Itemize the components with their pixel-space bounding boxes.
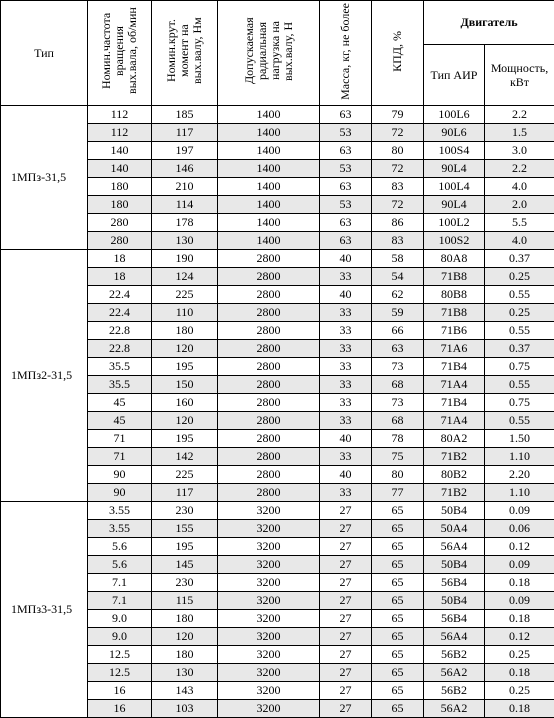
table-row xyxy=(1,502,554,520)
cell-efficiency: 58 xyxy=(372,250,424,268)
cell-efficiency: 75 xyxy=(372,448,424,466)
cell-mass: 40 xyxy=(320,250,372,268)
cell-torque: 145 xyxy=(152,556,218,574)
cell-mass: 33 xyxy=(320,304,372,322)
cell-motor-type: 56В2 xyxy=(424,646,485,664)
cell-motor-type: 100L2 xyxy=(424,214,485,232)
cell-motor-power: 0.09 xyxy=(485,502,554,520)
cell-radial-load: 2800 xyxy=(218,268,320,286)
cell-torque: 142 xyxy=(152,448,218,466)
cell-speed: 112 xyxy=(88,106,152,124)
cell-torque: 195 xyxy=(152,430,218,448)
cell-efficiency: 73 xyxy=(372,394,424,412)
cell-radial-load: 3200 xyxy=(218,538,320,556)
cell-mass: 27 xyxy=(320,556,372,574)
cell-speed: 280 xyxy=(88,232,152,250)
cell-torque: 103 xyxy=(152,700,218,718)
cell-torque: 124 xyxy=(152,268,218,286)
cell-mass: 63 xyxy=(320,232,372,250)
cell-efficiency: 72 xyxy=(372,160,424,178)
cell-motor-type: 80В8 xyxy=(424,286,485,304)
cell-mass: 53 xyxy=(320,160,372,178)
cell-speed: 16 xyxy=(88,700,152,718)
cell-radial-load: 1400 xyxy=(218,106,320,124)
cell-radial-load: 2800 xyxy=(218,430,320,448)
cell-efficiency: 65 xyxy=(372,664,424,682)
cell-motor-power: 0.12 xyxy=(485,538,554,556)
cell-speed: 9.0 xyxy=(88,628,152,646)
cell-motor-type: 50В4 xyxy=(424,592,485,610)
cell-radial-load: 2800 xyxy=(218,304,320,322)
cell-efficiency: 59 xyxy=(372,304,424,322)
cell-efficiency: 65 xyxy=(372,556,424,574)
cell-torque: 130 xyxy=(152,232,218,250)
cell-motor-type: 100L6 xyxy=(424,106,485,124)
cell-mass: 63 xyxy=(320,142,372,160)
cell-motor-power: 0.18 xyxy=(485,610,554,628)
cell-motor-power: 4.0 xyxy=(485,232,554,250)
cell-mass: 27 xyxy=(320,520,372,538)
cell-motor-type: 50В4 xyxy=(424,502,485,520)
header-speed xyxy=(88,1,152,106)
cell-motor-power: 0.37 xyxy=(485,250,554,268)
cell-motor-type: 56А4 xyxy=(424,628,485,646)
cell-mass: 33 xyxy=(320,394,372,412)
cell-motor-type: 71В4 xyxy=(424,394,485,412)
row-group-type: 1МПз3-31,5 xyxy=(1,502,88,718)
cell-mass: 33 xyxy=(320,376,372,394)
cell-torque: 178 xyxy=(152,214,218,232)
cell-radial-load: 2800 xyxy=(218,412,320,430)
cell-radial-load: 1400 xyxy=(218,142,320,160)
cell-mass: 33 xyxy=(320,268,372,286)
cell-motor-type: 56А2 xyxy=(424,700,485,718)
table-header xyxy=(1,1,554,106)
cell-motor-power: 0.06 xyxy=(485,520,554,538)
cell-speed: 35.5 xyxy=(88,358,152,376)
cell-radial-load: 2800 xyxy=(218,484,320,502)
cell-torque: 195 xyxy=(152,538,218,556)
cell-motor-power: 3.0 xyxy=(485,142,554,160)
header-efficiency xyxy=(372,1,424,106)
cell-motor-power: 4.0 xyxy=(485,178,554,196)
cell-efficiency: 83 xyxy=(372,178,424,196)
cell-motor-type: 80А8 xyxy=(424,250,485,268)
cell-mass: 33 xyxy=(320,340,372,358)
cell-mass: 40 xyxy=(320,430,372,448)
cell-motor-type: 50А4 xyxy=(424,520,485,538)
table-body xyxy=(1,106,554,718)
cell-speed: 71 xyxy=(88,430,152,448)
cell-torque: 195 xyxy=(152,358,218,376)
table-row xyxy=(1,250,554,268)
cell-efficiency: 65 xyxy=(372,682,424,700)
cell-torque: 180 xyxy=(152,610,218,628)
cell-radial-load: 3200 xyxy=(218,592,320,610)
cell-torque: 230 xyxy=(152,502,218,520)
cell-torque: 114 xyxy=(152,196,218,214)
cell-efficiency: 54 xyxy=(372,268,424,286)
cell-efficiency: 65 xyxy=(372,592,424,610)
header-mass xyxy=(320,1,372,106)
cell-mass: 27 xyxy=(320,538,372,556)
cell-torque: 115 xyxy=(152,592,218,610)
cell-radial-load: 1400 xyxy=(218,178,320,196)
cell-motor-type: 71В2 xyxy=(424,484,485,502)
header-efficiency-label: КПД, % xyxy=(391,31,404,72)
cell-motor-power: 5.5 xyxy=(485,214,554,232)
cell-radial-load: 3200 xyxy=(218,628,320,646)
header-radial-load xyxy=(218,1,320,106)
cell-efficiency: 86 xyxy=(372,214,424,232)
cell-torque: 146 xyxy=(152,160,218,178)
cell-torque: 110 xyxy=(152,304,218,322)
cell-speed: 3.55 xyxy=(88,502,152,520)
cell-radial-load: 3200 xyxy=(218,610,320,628)
cell-motor-type: 90L4 xyxy=(424,160,485,178)
cell-motor-type: 56В4 xyxy=(424,610,485,628)
cell-motor-type: 90L4 xyxy=(424,196,485,214)
cell-motor-type: 56В2 xyxy=(424,682,485,700)
cell-motor-power: 0.75 xyxy=(485,358,554,376)
header-type: Тип xyxy=(1,1,88,106)
cell-torque: 210 xyxy=(152,178,218,196)
cell-motor-power: 0.09 xyxy=(485,592,554,610)
cell-radial-load: 1400 xyxy=(218,160,320,178)
header-speed-label: Номин.частота вращения вых.вала, об/мин xyxy=(100,1,139,101)
cell-motor-power: 0.12 xyxy=(485,628,554,646)
cell-mass: 27 xyxy=(320,592,372,610)
cell-speed: 12.5 xyxy=(88,664,152,682)
cell-motor-power: 0.18 xyxy=(485,700,554,718)
cell-speed: 12.5 xyxy=(88,646,152,664)
cell-mass: 27 xyxy=(320,664,372,682)
cell-efficiency: 65 xyxy=(372,538,424,556)
cell-motor-power: 0.25 xyxy=(485,646,554,664)
cell-speed: 9.0 xyxy=(88,610,152,628)
cell-motor-power: 1.10 xyxy=(485,484,554,502)
cell-efficiency: 83 xyxy=(372,232,424,250)
cell-efficiency: 65 xyxy=(372,520,424,538)
cell-motor-power: 0.55 xyxy=(485,286,554,304)
cell-motor-type: 71В8 xyxy=(424,268,485,286)
cell-torque: 190 xyxy=(152,250,218,268)
cell-torque: 225 xyxy=(152,286,218,304)
cell-motor-power: 0.25 xyxy=(485,268,554,286)
cell-mass: 27 xyxy=(320,646,372,664)
cell-speed: 45 xyxy=(88,394,152,412)
cell-efficiency: 65 xyxy=(372,502,424,520)
cell-efficiency: 80 xyxy=(372,466,424,484)
cell-torque: 160 xyxy=(152,394,218,412)
cell-efficiency: 62 xyxy=(372,286,424,304)
cell-efficiency: 65 xyxy=(372,628,424,646)
cell-radial-load: 1400 xyxy=(218,124,320,142)
cell-radial-load: 2800 xyxy=(218,250,320,268)
cell-motor-power: 0.25 xyxy=(485,304,554,322)
cell-speed: 22.4 xyxy=(88,286,152,304)
cell-radial-load: 3200 xyxy=(218,682,320,700)
cell-motor-type: 80В2 xyxy=(424,466,485,484)
cell-motor-power: 0.55 xyxy=(485,412,554,430)
cell-mass: 40 xyxy=(320,466,372,484)
cell-motor-type: 71А6 xyxy=(424,340,485,358)
cell-speed: 22.8 xyxy=(88,322,152,340)
cell-speed: 16 xyxy=(88,682,152,700)
cell-mass: 40 xyxy=(320,286,372,304)
cell-efficiency: 79 xyxy=(372,106,424,124)
cell-motor-type: 50В4 xyxy=(424,556,485,574)
cell-torque: 117 xyxy=(152,124,218,142)
cell-efficiency: 68 xyxy=(372,412,424,430)
cell-mass: 27 xyxy=(320,574,372,592)
cell-torque: 230 xyxy=(152,574,218,592)
cell-torque: 225 xyxy=(152,466,218,484)
cell-radial-load: 3200 xyxy=(218,520,320,538)
cell-mass: 33 xyxy=(320,484,372,502)
cell-motor-power: 0.09 xyxy=(485,556,554,574)
cell-torque: 143 xyxy=(152,682,218,700)
cell-speed: 71 xyxy=(88,448,152,466)
cell-motor-power: 0.55 xyxy=(485,322,554,340)
cell-motor-type: 71В2 xyxy=(424,448,485,466)
cell-motor-power: 2.2 xyxy=(485,160,554,178)
cell-speed: 112 xyxy=(88,124,152,142)
header-motor-power: Мощность, кВт xyxy=(485,45,554,106)
cell-efficiency: 65 xyxy=(372,646,424,664)
cell-speed: 180 xyxy=(88,178,152,196)
cell-radial-load: 2800 xyxy=(218,358,320,376)
cell-efficiency: 63 xyxy=(372,340,424,358)
cell-radial-load: 2800 xyxy=(218,394,320,412)
cell-efficiency: 65 xyxy=(372,700,424,718)
cell-mass: 27 xyxy=(320,682,372,700)
cell-motor-type: 56А2 xyxy=(424,664,485,682)
cell-mass: 27 xyxy=(320,700,372,718)
cell-efficiency: 72 xyxy=(372,196,424,214)
header-mass-label: Масса, кг, не более xyxy=(339,3,352,100)
cell-torque: 120 xyxy=(152,628,218,646)
cell-torque: 120 xyxy=(152,412,218,430)
cell-mass: 33 xyxy=(320,448,372,466)
header-motor-type: Тип АИР xyxy=(424,45,485,106)
cell-torque: 155 xyxy=(152,520,218,538)
cell-radial-load: 1400 xyxy=(218,196,320,214)
cell-speed: 140 xyxy=(88,142,152,160)
cell-torque: 130 xyxy=(152,664,218,682)
cell-speed: 35.5 xyxy=(88,376,152,394)
cell-radial-load: 2800 xyxy=(218,466,320,484)
cell-mass: 33 xyxy=(320,358,372,376)
cell-mass: 27 xyxy=(320,502,372,520)
cell-mass: 27 xyxy=(320,628,372,646)
cell-motor-power: 0.18 xyxy=(485,664,554,682)
cell-mass: 53 xyxy=(320,196,372,214)
cell-efficiency: 72 xyxy=(372,124,424,142)
cell-torque: 185 xyxy=(152,106,218,124)
cell-torque: 180 xyxy=(152,322,218,340)
cell-radial-load: 2800 xyxy=(218,448,320,466)
cell-efficiency: 77 xyxy=(372,484,424,502)
cell-motor-type: 56В4 xyxy=(424,574,485,592)
cell-torque: 197 xyxy=(152,142,218,160)
row-group-type: 1МПз-31,5 xyxy=(1,106,88,250)
cell-radial-load: 3200 xyxy=(218,664,320,682)
cell-motor-power: 2.2 xyxy=(485,106,554,124)
cell-speed: 7.1 xyxy=(88,574,152,592)
cell-speed: 5.6 xyxy=(88,538,152,556)
cell-motor-type: 71А4 xyxy=(424,412,485,430)
header-torque xyxy=(152,1,218,106)
cell-torque: 117 xyxy=(152,484,218,502)
cell-motor-type: 71А4 xyxy=(424,376,485,394)
cell-torque: 150 xyxy=(152,376,218,394)
cell-speed: 5.6 xyxy=(88,556,152,574)
cell-mass: 63 xyxy=(320,106,372,124)
cell-motor-power: 1.5 xyxy=(485,124,554,142)
cell-motor-power: 2.20 xyxy=(485,466,554,484)
cell-motor-power: 0.25 xyxy=(485,682,554,700)
cell-motor-type: 71В8 xyxy=(424,304,485,322)
cell-efficiency: 78 xyxy=(372,430,424,448)
cell-motor-type: 100S4 xyxy=(424,142,485,160)
cell-motor-power: 1.50 xyxy=(485,430,554,448)
cell-radial-load: 3200 xyxy=(218,502,320,520)
cell-radial-load: 3200 xyxy=(218,574,320,592)
cell-motor-type: 71В4 xyxy=(424,358,485,376)
cell-torque: 120 xyxy=(152,340,218,358)
cell-efficiency: 73 xyxy=(372,358,424,376)
cell-efficiency: 65 xyxy=(372,574,424,592)
cell-torque: 180 xyxy=(152,646,218,664)
cell-motor-power: 0.75 xyxy=(485,394,554,412)
cell-speed: 140 xyxy=(88,160,152,178)
header-radial-load-label: Допускаемая радиальная нагрузка на вых.валу, Н xyxy=(243,1,295,101)
cell-efficiency: 68 xyxy=(372,376,424,394)
cell-speed: 180 xyxy=(88,196,152,214)
cell-radial-load: 3200 xyxy=(218,646,320,664)
cell-mass: 63 xyxy=(320,178,372,196)
cell-speed: 3.55 xyxy=(88,520,152,538)
cell-motor-type: 80А2 xyxy=(424,430,485,448)
cell-speed: 22.4 xyxy=(88,304,152,322)
cell-speed: 7.1 xyxy=(88,592,152,610)
cell-motor-type: 100L4 xyxy=(424,178,485,196)
row-group-type: 1МПз2-31,5 xyxy=(1,250,88,502)
cell-radial-load: 2800 xyxy=(218,376,320,394)
cell-motor-power: 0.55 xyxy=(485,376,554,394)
cell-radial-load: 1400 xyxy=(218,232,320,250)
cell-mass: 53 xyxy=(320,124,372,142)
cell-motor-power: 2.0 xyxy=(485,196,554,214)
header-torque-label: Номин.крут. момент на вых.валу, Нм xyxy=(165,1,204,101)
cell-efficiency: 65 xyxy=(372,610,424,628)
table-row xyxy=(1,106,554,124)
cell-motor-type: 56А4 xyxy=(424,538,485,556)
cell-speed: 18 xyxy=(88,250,152,268)
cell-mass: 33 xyxy=(320,412,372,430)
cell-radial-load: 2800 xyxy=(218,322,320,340)
cell-motor-type: 90L6 xyxy=(424,124,485,142)
header-motor: Двигатель xyxy=(424,1,554,45)
cell-speed: 90 xyxy=(88,466,152,484)
cell-motor-type: 100S2 xyxy=(424,232,485,250)
cell-motor-power: 0.18 xyxy=(485,574,554,592)
cell-radial-load: 2800 xyxy=(218,286,320,304)
cell-radial-load: 3200 xyxy=(218,700,320,718)
cell-radial-load: 2800 xyxy=(218,340,320,358)
cell-speed: 45 xyxy=(88,412,152,430)
cell-speed: 22.8 xyxy=(88,340,152,358)
cell-radial-load: 3200 xyxy=(218,556,320,574)
cell-mass: 33 xyxy=(320,322,372,340)
cell-speed: 18 xyxy=(88,268,152,286)
cell-motor-power: 1.10 xyxy=(485,448,554,466)
cell-efficiency: 80 xyxy=(372,142,424,160)
cell-mass: 63 xyxy=(320,214,372,232)
cell-radial-load: 1400 xyxy=(218,214,320,232)
cell-motor-power: 0.37 xyxy=(485,340,554,358)
cell-speed: 280 xyxy=(88,214,152,232)
cell-motor-type: 71В6 xyxy=(424,322,485,340)
cell-mass: 27 xyxy=(320,610,372,628)
cell-speed: 90 xyxy=(88,484,152,502)
cell-efficiency: 66 xyxy=(372,322,424,340)
